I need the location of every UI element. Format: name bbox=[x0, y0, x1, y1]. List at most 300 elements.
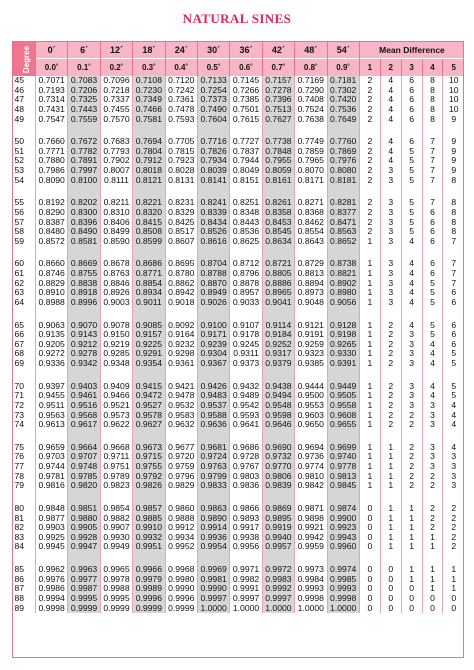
sine-value-cell: 0.8563 bbox=[327, 227, 359, 237]
spacer-cell bbox=[295, 246, 327, 259]
decimal-header: 0.0˚ bbox=[35, 59, 67, 77]
mean-difference-cell: 3 bbox=[401, 330, 422, 340]
mean-difference-column-header: 2 bbox=[380, 59, 401, 77]
row-group-spacer bbox=[13, 308, 465, 321]
sine-value-cell: 0.9736 bbox=[295, 452, 327, 462]
table-row bbox=[13, 594, 465, 604]
sine-value-cell: 0.7559 bbox=[68, 115, 100, 125]
sine-value-cell: 0.9932 bbox=[133, 533, 165, 543]
sine-value-cell: 0.9048 bbox=[295, 298, 327, 308]
sine-value-cell: 0.7314 bbox=[35, 95, 67, 105]
sine-value-cell: 0.8161 bbox=[262, 176, 294, 186]
sine-value-cell: 0.7815 bbox=[165, 147, 197, 157]
sine-value-cell: 0.9936 bbox=[197, 533, 229, 543]
spacer-cell bbox=[380, 430, 401, 443]
sine-value-cell: 0.9516 bbox=[68, 401, 100, 411]
spacer-cell bbox=[35, 124, 67, 137]
spacer-cell bbox=[327, 185, 359, 198]
mean-difference-cell: 1 bbox=[359, 279, 380, 289]
spacer-cell bbox=[262, 491, 294, 504]
sine-value-cell: 0.9823 bbox=[100, 481, 132, 491]
sine-value-cell: 0.8453 bbox=[262, 218, 294, 228]
mean-difference-cell: 2 bbox=[359, 208, 380, 218]
sine-value-cell: 0.9415 bbox=[133, 382, 165, 392]
sine-value-cell: 0.8329 bbox=[165, 208, 197, 218]
sine-value-cell: 0.9070 bbox=[68, 321, 100, 331]
sine-value-cell: 0.9997 bbox=[262, 594, 294, 604]
sine-value-cell: 0.8607 bbox=[165, 237, 197, 247]
spacer-cell bbox=[422, 552, 443, 565]
mean-difference-cell: 4 bbox=[422, 340, 443, 350]
sine-value-cell: 0.9928 bbox=[68, 533, 100, 543]
natural-sines-table bbox=[12, 41, 464, 613]
sine-value-cell: 0.7649 bbox=[327, 115, 359, 125]
spacer-cell bbox=[401, 124, 422, 137]
decimal-header: 0.9˚ bbox=[327, 59, 359, 77]
mean-difference-cell: 0 bbox=[380, 575, 401, 585]
table-row bbox=[13, 218, 465, 228]
sine-value-cell: 0.9092 bbox=[165, 321, 197, 331]
table-row bbox=[13, 137, 465, 147]
sine-value-cell: 0.7826 bbox=[197, 147, 229, 157]
sine-value-cell: 0.7793 bbox=[100, 147, 132, 157]
mean-difference-cell: 6 bbox=[401, 105, 422, 115]
table-row bbox=[13, 542, 465, 552]
spacer-cell bbox=[443, 552, 464, 565]
sine-value-cell: 0.8396 bbox=[68, 218, 100, 228]
sine-value-cell: 0.9563 bbox=[35, 411, 67, 421]
mean-difference-cell: 8 bbox=[443, 198, 464, 208]
mean-difference-cell: 5 bbox=[401, 176, 422, 186]
mean-difference-cell: 6 bbox=[422, 218, 443, 228]
mean-difference-cell: 4 bbox=[443, 443, 464, 453]
sine-value-cell: 0.9836 bbox=[230, 481, 262, 491]
spacer-cell bbox=[401, 552, 422, 565]
degree-cell: 85 bbox=[14, 565, 25, 574]
sine-value-cell: 0.9785 bbox=[68, 472, 100, 482]
sine-value-cell: 0.9252 bbox=[262, 340, 294, 350]
sine-value-cell: 0.9921 bbox=[295, 523, 327, 533]
sine-value-cell: 0.9265 bbox=[327, 340, 359, 350]
sine-value-cell: 0.8821 bbox=[327, 269, 359, 279]
mean-difference-cell: 2 bbox=[401, 472, 422, 482]
sine-value-cell: 0.7193 bbox=[35, 86, 67, 96]
sine-value-cell: 0.9690 bbox=[262, 443, 294, 453]
mean-difference-cell: 3 bbox=[380, 227, 401, 237]
table-row bbox=[13, 452, 465, 462]
degree-cell: 84 bbox=[14, 542, 25, 552]
sine-value-cell: 0.9342 bbox=[68, 359, 100, 369]
sine-value-cell: 0.9996 bbox=[133, 594, 165, 604]
sine-value-cell: 1.0000 bbox=[262, 604, 294, 614]
sine-value-cell: 0.9461 bbox=[68, 391, 100, 401]
sine-value-cell: 0.9494 bbox=[262, 391, 294, 401]
sine-value-cell: 0.8738 bbox=[327, 259, 359, 269]
spacer-cell bbox=[165, 552, 197, 565]
mean-difference-cell: 4 bbox=[380, 156, 401, 166]
mean-difference-cell: 4 bbox=[401, 259, 422, 269]
spacer-cell bbox=[133, 124, 165, 137]
spacer-cell bbox=[197, 246, 229, 259]
sine-value-cell: 0.8581 bbox=[68, 237, 100, 247]
mean-difference-cell: 9 bbox=[443, 115, 464, 125]
sine-value-cell: 0.8121 bbox=[133, 176, 165, 186]
mean-difference-cell: 2 bbox=[359, 86, 380, 96]
mean-difference-cell: 2 bbox=[380, 401, 401, 411]
degree-cell: 48 bbox=[14, 104, 25, 114]
table-row bbox=[13, 533, 465, 543]
spacer-cell bbox=[68, 124, 100, 137]
degree-cell: 88 bbox=[14, 593, 25, 603]
spacer-cell bbox=[165, 430, 197, 443]
sine-value-cell: 0.8625 bbox=[230, 237, 262, 247]
table-row bbox=[13, 349, 465, 359]
sine-value-cell: 0.7325 bbox=[68, 95, 100, 105]
sine-value-cell: 0.9622 bbox=[100, 420, 132, 430]
degree-cell: 60 bbox=[14, 259, 25, 269]
sine-value-cell: 0.7490 bbox=[197, 105, 229, 115]
spacer-cell bbox=[327, 491, 359, 504]
sine-value-cell: 0.9851 bbox=[68, 504, 100, 514]
mean-difference-cell: 1 bbox=[359, 298, 380, 308]
sine-value-cell: 0.9694 bbox=[295, 443, 327, 453]
mean-difference-cell: 2 bbox=[359, 198, 380, 208]
sine-value-cell: 0.9732 bbox=[262, 452, 294, 462]
spacer-cell bbox=[327, 308, 359, 321]
sine-value-cell: 0.7912 bbox=[133, 156, 165, 166]
sine-value-cell: 0.9617 bbox=[68, 420, 100, 430]
mean-difference-cell: 3 bbox=[380, 298, 401, 308]
sine-value-cell: 0.7986 bbox=[35, 166, 67, 176]
mean-difference-cell: 1 bbox=[443, 565, 464, 575]
sine-value-cell: 0.9890 bbox=[197, 514, 229, 524]
sine-value-cell: 0.9816 bbox=[35, 481, 67, 491]
mean-difference-cell: 2 bbox=[380, 330, 401, 340]
mean-difference-cell: 3 bbox=[380, 288, 401, 298]
sine-value-cell: 0.9959 bbox=[295, 542, 327, 552]
sine-value-cell: 0.7976 bbox=[327, 156, 359, 166]
spacer-cell bbox=[133, 246, 165, 259]
sine-value-cell: 0.8572 bbox=[35, 237, 67, 247]
spacer-cell bbox=[295, 124, 327, 137]
mean-difference-cell: 6 bbox=[422, 259, 443, 269]
sine-value-cell: 0.8171 bbox=[295, 176, 327, 186]
sine-value-cell: 0.9121 bbox=[295, 321, 327, 331]
sine-value-cell: 0.8526 bbox=[197, 227, 229, 237]
mean-difference-cell: 4 bbox=[422, 382, 443, 392]
row-group-spacer bbox=[13, 369, 465, 382]
degree-cell: 56 bbox=[14, 207, 25, 217]
mean-difference-cell: 4 bbox=[401, 269, 422, 279]
degree-cell: 86 bbox=[14, 574, 25, 584]
sine-value-cell: 0.9912 bbox=[165, 523, 197, 533]
spacer-cell bbox=[380, 246, 401, 259]
sine-value-cell: 0.9472 bbox=[133, 391, 165, 401]
spacer-cell bbox=[230, 552, 262, 565]
sine-value-cell: 0.8813 bbox=[295, 269, 327, 279]
mean-difference-cell: 2 bbox=[359, 95, 380, 105]
mean-difference-cell: 1 bbox=[422, 584, 443, 594]
sine-value-cell: 0.9767 bbox=[230, 462, 262, 472]
sine-value-cell: 1.0000 bbox=[230, 604, 262, 614]
sine-value-cell: 0.8957 bbox=[230, 288, 262, 298]
sine-value-cell: 0.9882 bbox=[100, 514, 132, 524]
sine-value-cell: 0.8599 bbox=[133, 237, 165, 247]
table-row bbox=[13, 504, 465, 514]
spacer-cell bbox=[100, 308, 132, 321]
mean-difference-cell: 1 bbox=[422, 565, 443, 575]
sine-value-cell: 0.9952 bbox=[165, 542, 197, 552]
degree-cell: 55 bbox=[14, 198, 25, 208]
spacer-cell bbox=[401, 185, 422, 198]
sine-value-cell: 0.9553 bbox=[295, 401, 327, 411]
sine-value-cell: 0.8271 bbox=[295, 198, 327, 208]
sine-value-cell: 0.9778 bbox=[327, 462, 359, 472]
sine-value-cell: 0.9903 bbox=[35, 523, 67, 533]
mean-difference-cell: 3 bbox=[401, 391, 422, 401]
spacer-cell bbox=[13, 124, 36, 137]
sine-value-cell: 0.8090 bbox=[35, 176, 67, 186]
sine-value-cell: 0.9259 bbox=[295, 340, 327, 350]
spacer-cell bbox=[13, 246, 36, 259]
mean-difference-cell: 1 bbox=[380, 472, 401, 482]
sine-value-cell: 0.8339 bbox=[197, 208, 229, 218]
sine-value-cell: 0.9558 bbox=[327, 401, 359, 411]
degree-cell: 50 bbox=[14, 137, 25, 147]
sine-value-cell: 0.7891 bbox=[68, 156, 100, 166]
mean-difference-cell: 4 bbox=[422, 349, 443, 359]
mean-difference-cell: 4 bbox=[443, 401, 464, 411]
sine-value-cell: 0.9874 bbox=[327, 504, 359, 514]
sine-value-cell: 0.8678 bbox=[100, 259, 132, 269]
mean-difference-cell: 0 bbox=[359, 575, 380, 585]
mean-difference-cell: 3 bbox=[380, 176, 401, 186]
sine-value-cell: 0.9128 bbox=[327, 321, 359, 331]
spacer-cell bbox=[100, 185, 132, 198]
mean-difference-column-header: 4 bbox=[422, 59, 443, 77]
sine-value-cell: 0.9997 bbox=[197, 594, 229, 604]
spacer-cell bbox=[230, 308, 262, 321]
sine-value-cell: 0.9763 bbox=[197, 462, 229, 472]
sine-value-cell: 0.8980 bbox=[327, 288, 359, 298]
sine-value-cell: 0.9532 bbox=[165, 401, 197, 411]
sine-value-cell: 0.8131 bbox=[165, 176, 197, 186]
sine-value-cell: 0.9655 bbox=[327, 420, 359, 430]
sine-value-cell: 0.9969 bbox=[197, 565, 229, 575]
mean-difference-cell: 5 bbox=[401, 166, 422, 176]
mean-difference-cell: 2 bbox=[401, 462, 422, 472]
mean-difference-cell: 6 bbox=[401, 76, 422, 86]
sine-value-cell: 0.9085 bbox=[133, 321, 165, 331]
mean-difference-cell: 6 bbox=[443, 321, 464, 331]
mean-difference-cell: 5 bbox=[422, 288, 443, 298]
sine-value-cell: 0.9820 bbox=[68, 481, 100, 491]
degree-cell: 63 bbox=[14, 288, 25, 298]
sine-value-cell: 0.8902 bbox=[327, 279, 359, 289]
mean-difference-cell: 2 bbox=[422, 504, 443, 514]
sine-value-cell: 0.9988 bbox=[100, 584, 132, 594]
spacer-cell bbox=[401, 246, 422, 259]
sine-value-cell: 0.8368 bbox=[295, 208, 327, 218]
mean-difference-column-header: 1 bbox=[359, 59, 380, 77]
sine-value-cell: 0.9748 bbox=[68, 462, 100, 472]
sine-value-cell: 0.9178 bbox=[230, 330, 262, 340]
sine-value-cell: 0.9960 bbox=[327, 542, 359, 552]
spacer-cell bbox=[422, 491, 443, 504]
sine-value-cell: 0.7420 bbox=[327, 95, 359, 105]
sine-value-cell: 0.9869 bbox=[262, 504, 294, 514]
sine-value-cell: 0.9336 bbox=[35, 359, 67, 369]
mean-difference-cell: 7 bbox=[443, 269, 464, 279]
sine-value-cell: 0.7169 bbox=[295, 76, 327, 86]
mean-difference-cell: 3 bbox=[422, 452, 443, 462]
sine-value-cell: 0.7638 bbox=[295, 115, 327, 125]
sine-value-cell: 0.8634 bbox=[262, 237, 294, 247]
sine-value-cell: 0.7096 bbox=[100, 76, 132, 86]
spacer-cell bbox=[165, 369, 197, 382]
mean-difference-cell: 0 bbox=[443, 604, 464, 614]
spacer-cell bbox=[295, 185, 327, 198]
sine-value-cell: 0.9945 bbox=[35, 542, 67, 552]
mean-difference-cell: 1 bbox=[443, 575, 464, 585]
sine-value-cell: 0.9999 bbox=[100, 604, 132, 614]
degree-cell: 57 bbox=[14, 217, 25, 227]
sine-value-cell: 0.9107 bbox=[230, 321, 262, 331]
sine-value-cell: 1.0000 bbox=[295, 604, 327, 614]
mean-difference-cell: 3 bbox=[380, 218, 401, 228]
decimal-header: 0.6˚ bbox=[230, 59, 262, 77]
degree-cell: 59 bbox=[14, 236, 25, 246]
mean-difference-cell: 1 bbox=[380, 452, 401, 462]
sine-value-cell: 0.8028 bbox=[165, 166, 197, 176]
sine-value-cell: 0.9990 bbox=[165, 584, 197, 594]
spacer-cell bbox=[197, 430, 229, 443]
sine-value-cell: 0.9845 bbox=[327, 481, 359, 491]
mean-difference-cell: 0 bbox=[359, 514, 380, 524]
mean-difference-cell: 0 bbox=[359, 604, 380, 614]
sine-value-cell: 0.9668 bbox=[100, 443, 132, 453]
decimal-header: 0.3˚ bbox=[133, 59, 165, 77]
mean-difference-cell: 1 bbox=[401, 565, 422, 575]
mean-difference-cell: 8 bbox=[443, 218, 464, 228]
degree-cell: 89 bbox=[14, 603, 25, 613]
minute-header: 48´ bbox=[295, 41, 327, 59]
row-group-spacer bbox=[13, 430, 465, 443]
spacer-cell bbox=[401, 369, 422, 382]
mean-difference-cell: 0 bbox=[401, 594, 422, 604]
sine-value-cell: 0.9664 bbox=[68, 443, 100, 453]
mean-difference-cell: 1 bbox=[359, 472, 380, 482]
row-group-spacer bbox=[13, 124, 465, 137]
spacer-cell bbox=[13, 308, 36, 321]
mean-difference-cell: 4 bbox=[443, 411, 464, 421]
sine-value-cell: 0.9311 bbox=[230, 349, 262, 359]
table-row bbox=[13, 95, 465, 105]
sine-value-cell: 0.8111 bbox=[100, 176, 132, 186]
mean-difference-cell: 3 bbox=[422, 411, 443, 421]
spacer-cell bbox=[262, 552, 294, 565]
sine-value-cell: 0.8151 bbox=[230, 176, 262, 186]
mean-difference-cell: 8 bbox=[443, 176, 464, 186]
mean-difference-cell: 4 bbox=[380, 95, 401, 105]
spacer-cell bbox=[443, 124, 464, 137]
sine-value-cell: 0.9505 bbox=[327, 391, 359, 401]
sine-value-cell: 0.9987 bbox=[68, 584, 100, 594]
sine-value-cell: 0.7965 bbox=[295, 156, 327, 166]
sine-value-cell: 0.9759 bbox=[165, 462, 197, 472]
table-row bbox=[13, 401, 465, 411]
row-group-spacer bbox=[13, 491, 465, 504]
mean-difference-column-header: 5 bbox=[443, 59, 464, 77]
sine-value-cell: 0.9650 bbox=[295, 420, 327, 430]
mean-difference-cell: 8 bbox=[422, 105, 443, 115]
sine-value-cell: 0.9925 bbox=[35, 533, 67, 543]
spacer-cell bbox=[295, 491, 327, 504]
sine-value-cell: 0.9298 bbox=[165, 349, 197, 359]
sine-value-cell: 0.9573 bbox=[100, 411, 132, 421]
spacer-cell bbox=[133, 552, 165, 565]
sine-value-cell: 0.9397 bbox=[35, 382, 67, 392]
table-row bbox=[13, 288, 465, 298]
mean-difference-cell: 5 bbox=[422, 321, 443, 331]
sine-value-cell: 0.9978 bbox=[100, 575, 132, 585]
sine-value-cell: 0.7760 bbox=[327, 137, 359, 147]
sine-value-cell: 0.8695 bbox=[165, 259, 197, 269]
sine-value-cell: 0.8211 bbox=[100, 198, 132, 208]
mean-difference-cell: 0 bbox=[380, 584, 401, 594]
minute-header: 54´ bbox=[327, 41, 359, 59]
sine-value-cell: 0.9965 bbox=[100, 565, 132, 575]
mean-difference-cell: 1 bbox=[359, 359, 380, 369]
sine-value-cell: 0.8049 bbox=[230, 166, 262, 176]
table-row bbox=[13, 147, 465, 157]
sine-value-cell: 0.8358 bbox=[262, 208, 294, 218]
mean-difference-cell: 4 bbox=[401, 298, 422, 308]
sine-value-cell: 0.9033 bbox=[230, 298, 262, 308]
table-row bbox=[13, 208, 465, 218]
sine-value-cell: 0.7373 bbox=[197, 95, 229, 105]
sine-value-cell: 0.7218 bbox=[100, 86, 132, 96]
sine-value-cell: 0.8590 bbox=[100, 237, 132, 247]
sine-value-cell: 0.9681 bbox=[197, 443, 229, 453]
sine-value-cell: 0.7749 bbox=[295, 137, 327, 147]
spacer-cell bbox=[327, 369, 359, 382]
sine-value-cell: 0.8829 bbox=[35, 279, 67, 289]
sine-value-cell: 0.8348 bbox=[230, 208, 262, 218]
degree-cell: 45 bbox=[14, 76, 25, 85]
sine-value-cell: 0.9548 bbox=[262, 401, 294, 411]
mean-difference-cell: 5 bbox=[401, 227, 422, 237]
table-row bbox=[13, 259, 465, 269]
sine-value-cell: 0.9100 bbox=[197, 321, 229, 331]
spacer-cell bbox=[100, 491, 132, 504]
mean-difference-cell: 1 bbox=[401, 514, 422, 524]
mean-difference-cell: 4 bbox=[380, 147, 401, 157]
mean-difference-cell: 0 bbox=[380, 594, 401, 604]
table-row bbox=[13, 115, 465, 125]
mean-difference-cell: 9 bbox=[443, 137, 464, 147]
mean-difference-cell: 1 bbox=[359, 288, 380, 298]
sine-value-cell: 0.8934 bbox=[133, 288, 165, 298]
mean-difference-cell: 0 bbox=[443, 594, 464, 604]
mean-difference-cell: 0 bbox=[359, 594, 380, 604]
sine-value-cell: 0.9983 bbox=[262, 575, 294, 585]
sine-value-cell: 0.8241 bbox=[197, 198, 229, 208]
sine-value-cell: 0.7581 bbox=[133, 115, 165, 125]
degree-cell: 54 bbox=[14, 175, 25, 185]
mean-difference-cell: 2 bbox=[359, 218, 380, 228]
sine-value-cell: 0.8805 bbox=[262, 269, 294, 279]
